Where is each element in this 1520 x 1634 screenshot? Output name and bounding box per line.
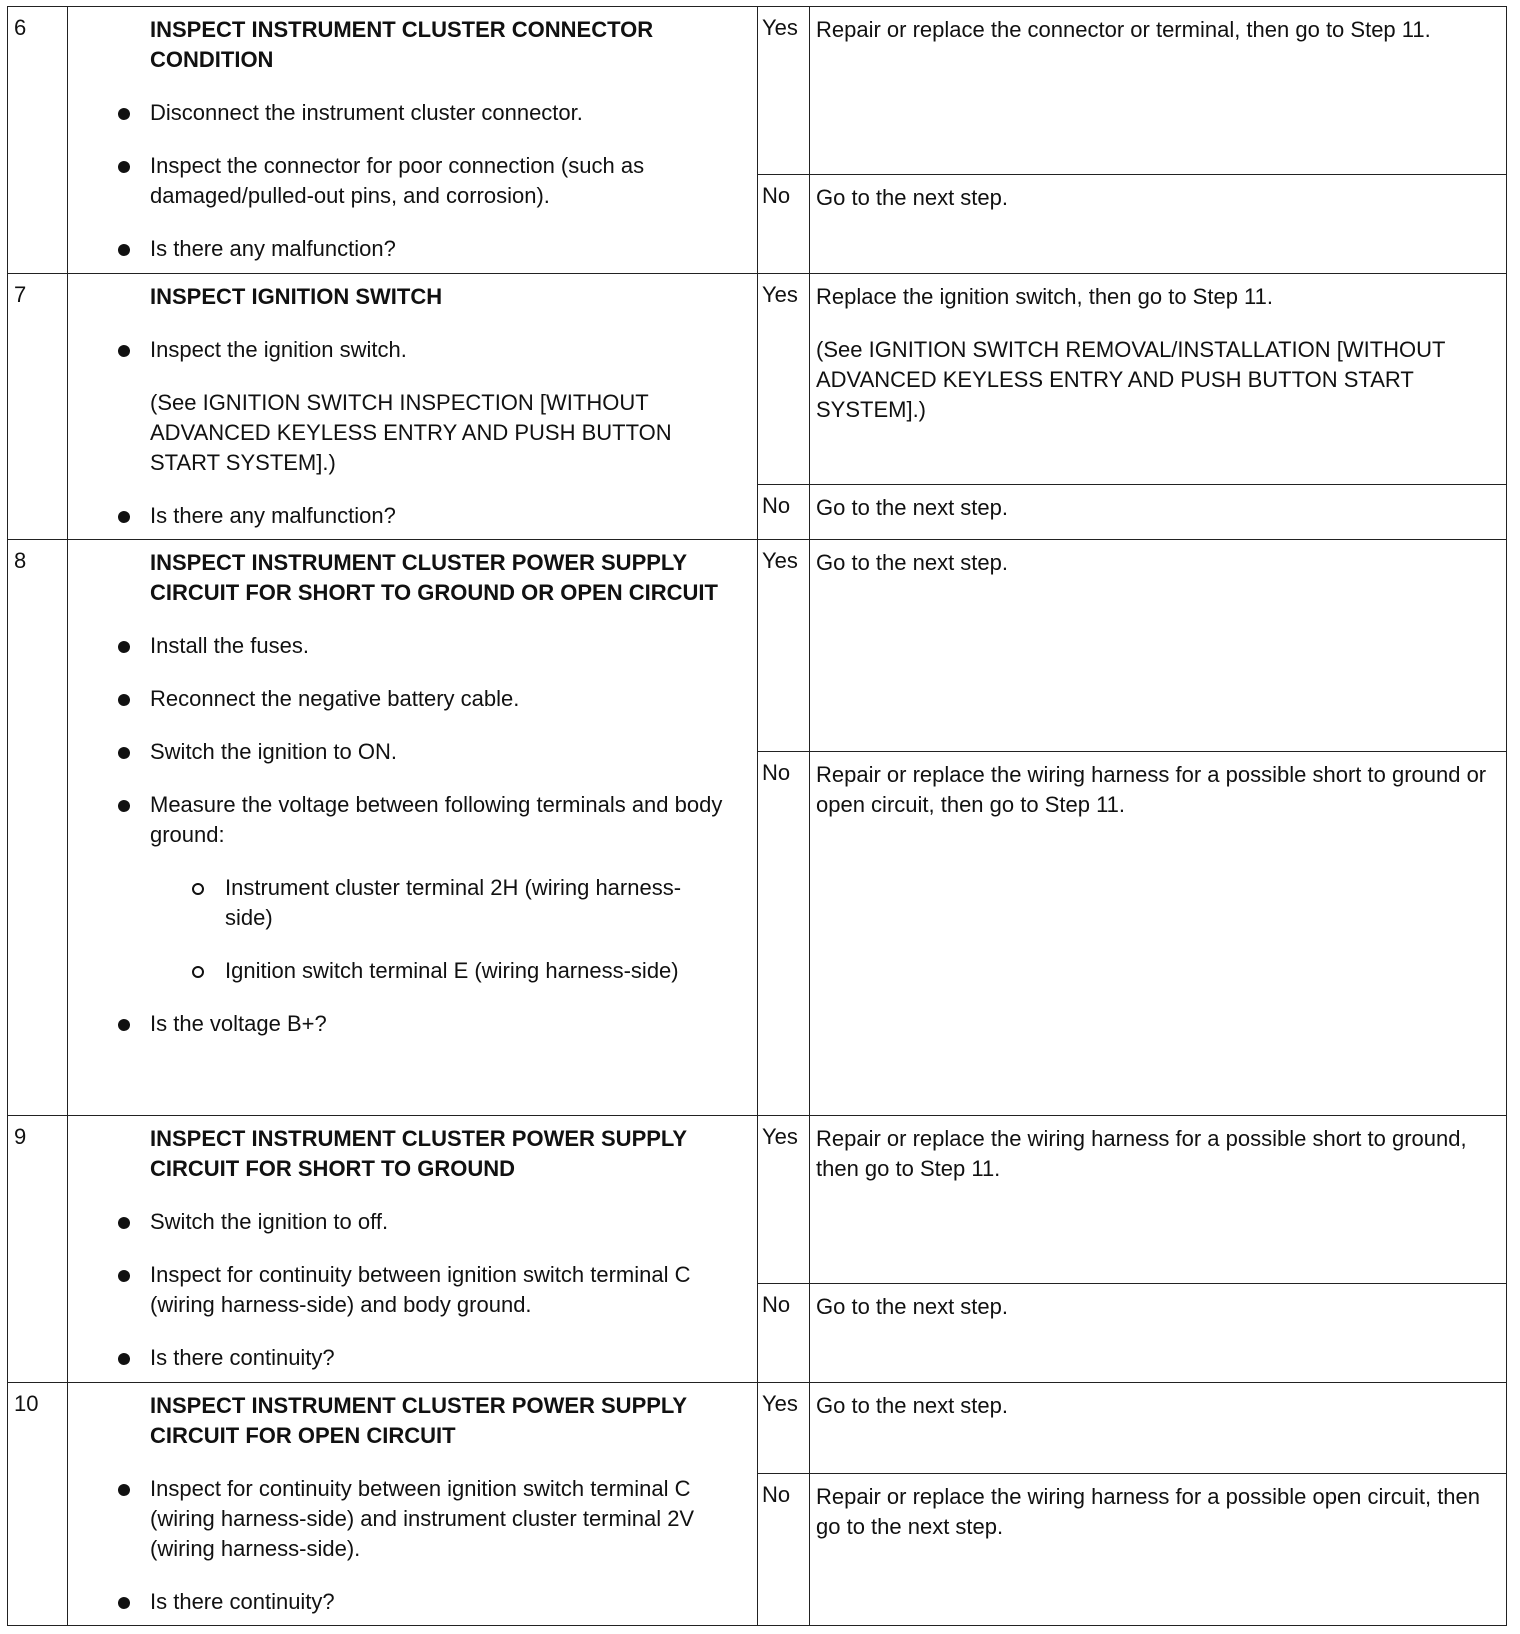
step-question: Is there continuity? [150,1587,727,1617]
yes-note: (See IGNITION SWITCH REMOVAL/INSTALLATION [WITHOUT ADVANCED KEYLESS ENTRY AND PUSH BUTTON START SYSTEM].) [816,337,1446,423]
no-label: No [758,1473,810,1625]
step-bullet: Disconnect the instrument cluster connector. [150,98,727,128]
step-bullet: Inspect for continuity between ignition switch terminal C (wiring harness-side) and instrument cluster terminal 2V (wiring harness-side). [150,1474,727,1564]
no-label: No [758,752,810,1116]
step-question: Is the voltage B+? [150,1009,727,1039]
step-title: INSPECT INSTRUMENT CLUSTER POWER SUPPLY CIRCUIT FOR SHORT TO GROUND OR OPEN CIRCUIT [150,549,718,605]
no-label: No [758,484,810,539]
step-bullet: Install the fuses. [150,631,727,661]
yes-action-cell [810,274,1507,484]
no-label: No [758,1284,810,1383]
step-bullet: Inspect the connector for poor connection (such as damaged/pulled-out pins, and corrosion). [150,151,727,211]
step-7-yes-row [8,274,1507,484]
step-question: Is there any malfunction? [150,234,727,264]
step-title: INSPECT INSTRUMENT CLUSTER POWER SUPPLY CIRCUIT FOR SHORT TO GROUND [150,1126,687,1181]
no-action: Repair or replace the wiring harness for a possible short to ground or open circuit, then go to Step 11. [810,752,1507,1116]
step-number: 6 [8,7,68,274]
step-number: 7 [8,274,68,539]
step-9-yes-row [8,1116,1507,1284]
step-sub-bullet: Instrument cluster terminal 2H (wiring harness-side) [225,873,727,933]
yes-action: Repair or replace the wiring harness for a possible short to ground, then go to Step 11. [810,1116,1507,1284]
step-question: Is there any malfunction? [150,501,727,531]
step-bullet: Inspect for continuity between ignition switch terminal C (wiring harness-side) and body ground. [150,1260,727,1320]
step-content [68,1116,758,1383]
step-content [68,274,758,539]
step-bullet: Switch the ignition to off. [150,1207,727,1237]
yes-label: Yes [758,274,810,484]
yes-label: Yes [758,1116,810,1284]
diagnostic-procedure-table [7,6,1507,1626]
yes-action: Replace the ignition switch, then go to Step 11. [816,284,1273,310]
step-bullet: Inspect the ignition switch. [150,335,727,365]
yes-label: Yes [758,1383,810,1473]
step-bullet: Reconnect the negative battery cable. [150,684,727,714]
yes-label: Yes [758,7,810,175]
no-action: Repair or replace the wiring harness for a possible open circuit, then go to the next step. [810,1473,1507,1625]
step-content [68,1383,758,1626]
no-action: Go to the next step. [810,1284,1507,1383]
step-8-yes-row [8,539,1507,751]
yes-action: Repair or replace the connector or terminal, then go to Step 11. [810,7,1507,175]
step-number: 10 [8,1383,68,1626]
step-6-yes-row [8,7,1507,175]
step-content [68,539,758,1115]
step-bullet: Measure the voltage between following terminals and body ground: [150,790,727,850]
step-sub-bullet: Ignition switch terminal E (wiring harness-side) [225,956,727,986]
step-note: (See IGNITION SWITCH INSPECTION [WITHOUT ADVANCED KEYLESS ENTRY AND PUSH BUTTON START SYSTEM].) [150,390,672,476]
step-10-yes-row [8,1383,1507,1473]
step-bullet: Switch the ignition to ON. [150,737,727,767]
step-number: 8 [8,539,68,1115]
step-number: 9 [8,1116,68,1383]
yes-action: Go to the next step. [810,1383,1507,1473]
step-content [68,7,758,274]
step-title: INSPECT IGNITION SWITCH [150,284,443,310]
step-title: INSPECT INSTRUMENT CLUSTER POWER SUPPLY CIRCUIT FOR OPEN CIRCUIT [150,1393,687,1449]
no-label: No [758,175,810,274]
yes-label: Yes [758,539,810,751]
step-title: INSPECT INSTRUMENT CLUSTER CONNECTOR CONDITION [150,17,654,72]
no-action: Go to the next step. [810,484,1507,539]
yes-action: Go to the next step. [810,539,1507,751]
no-action: Go to the next step. [810,175,1507,274]
step-question: Is there continuity? [150,1343,727,1373]
